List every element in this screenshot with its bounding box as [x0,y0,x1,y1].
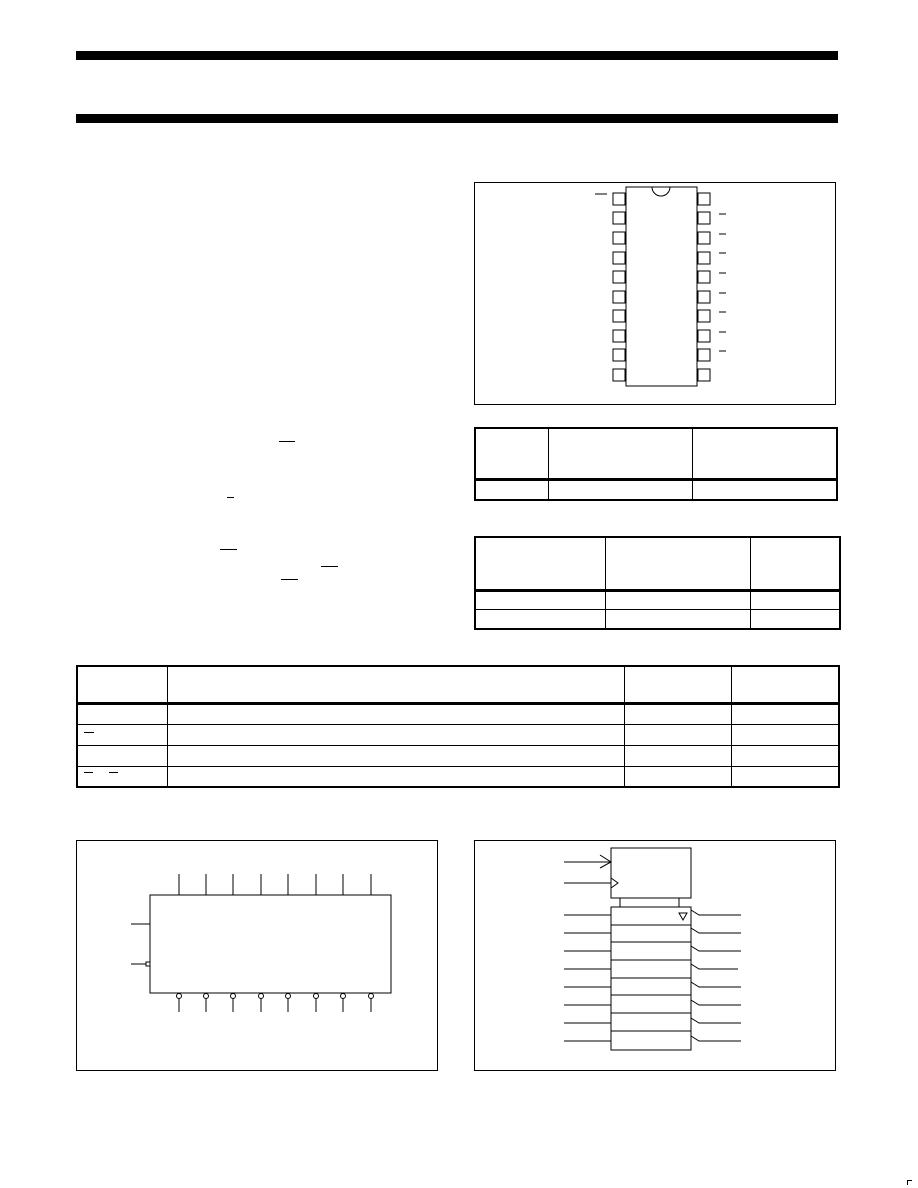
pin-description-header-cell [731,666,839,704]
logic-symbol-figure [76,840,438,1071]
pin-description-cell [731,746,839,767]
electrical-cell [750,610,840,629]
control-block [611,848,691,898]
pin-description-table [76,665,840,788]
signal-overbar [220,549,237,550]
electrical-header-cell [750,537,840,591]
signal-overbar [321,566,338,567]
pin-description-header-cell [167,666,624,704]
ordering-cell [548,480,692,500]
electrical-cell [750,591,840,610]
pin-description-cell [77,724,167,746]
pin-description-cell [731,766,839,787]
signal-overbar [281,579,298,580]
pin-configuration-figure [474,182,836,405]
signal-overbar [227,497,234,498]
pin-description-cell [731,724,839,746]
pin-description-cell [167,724,624,746]
electrical-header-cell [605,537,750,591]
pin-description-cell [77,704,167,725]
ordering-cell [475,480,548,500]
header-title [80,70,840,110]
logic-block [150,895,391,993]
pin-description-header-cell [624,666,731,704]
ordering-table [474,427,838,501]
pin-description-cell [624,746,731,767]
ordering-cell [692,480,837,500]
pin-description-cell [624,704,731,725]
pin-description-cell [731,704,839,725]
header-bottom-rule [76,114,838,123]
pin-description-cell [167,766,624,787]
ordering-header-cell [475,428,548,480]
pin1-notch [652,187,670,196]
header-top-rule [76,51,838,60]
pin-description-cell [167,704,624,725]
electrical-cell [475,610,605,629]
electrical-header-cell [475,537,605,591]
pin-description-header-cell [77,666,167,704]
pin-description-cell [624,766,731,787]
electrical-cell [605,610,750,629]
dip-package-drawing [474,182,836,405]
logic-symbol-drawing [76,840,438,1071]
signal-overbar [84,772,93,773]
ordering-header-cell [548,428,692,480]
ieee-logic-symbol-figure [474,840,836,1071]
output-enable-triangle [679,913,687,920]
electrical-table [474,536,841,630]
signal-overbar [279,441,295,442]
electrical-cell [605,591,750,610]
ieee-logic-symbol-drawing [474,840,836,1071]
pin-description-cell [624,724,731,746]
signal-overbar [109,772,118,773]
pin-description-cell [167,746,624,767]
ic-body [626,187,697,386]
electrical-cell [475,591,605,610]
signal-overbar [84,732,94,733]
page-corner-mark [907,1180,912,1185]
ordering-header-cell [692,428,837,480]
pin-description-cell [77,766,167,787]
pin-description-cell [77,746,167,767]
